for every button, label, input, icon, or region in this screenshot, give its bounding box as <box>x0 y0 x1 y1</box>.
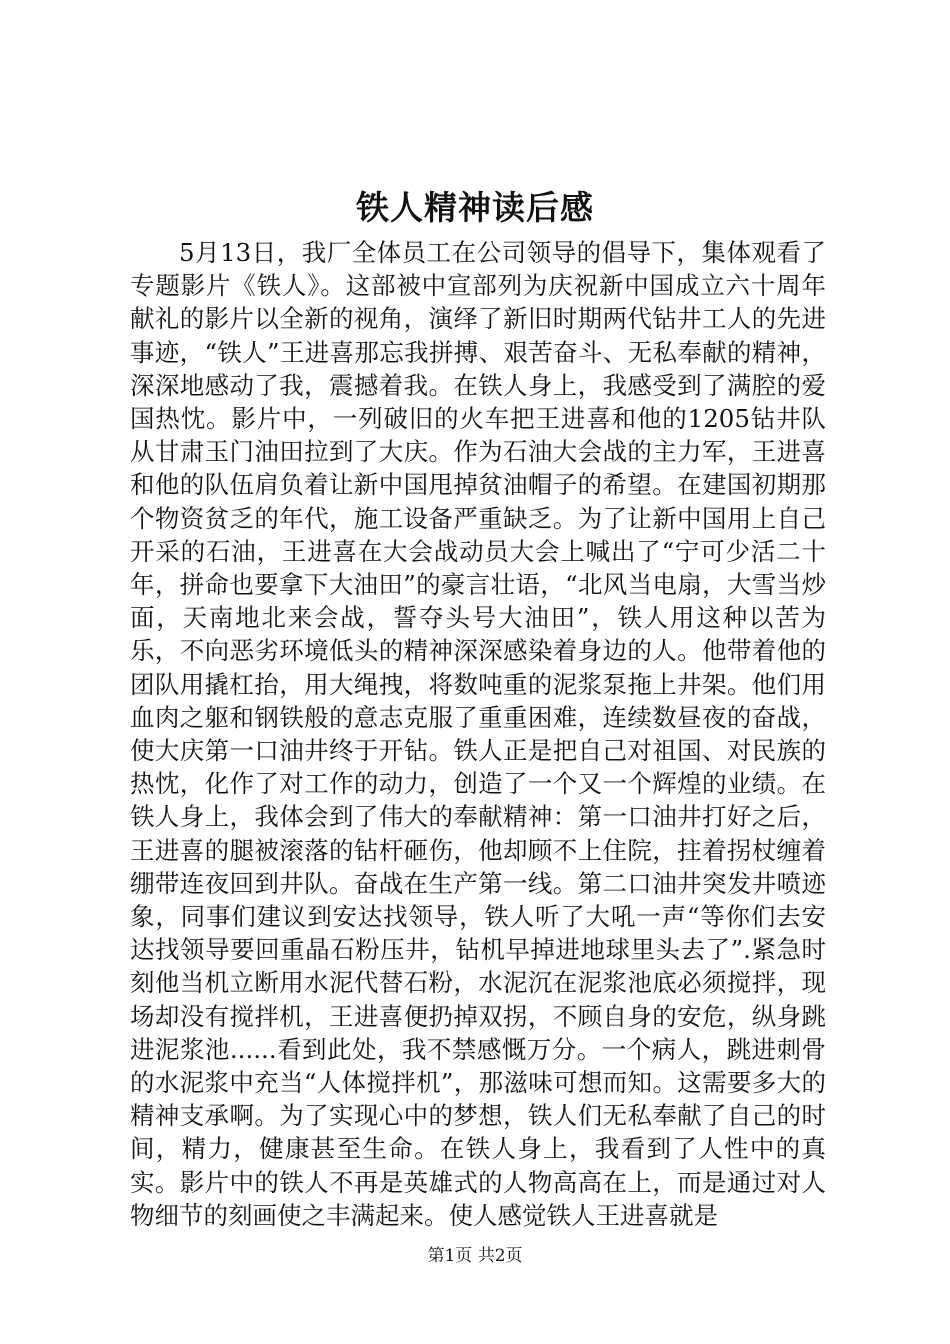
page-footer: 第1页 共2页 <box>427 1246 523 1266</box>
body-paragraph: 5月13日，我厂全体员工在公司领导的倡导下，集体观看了专题影片《铁人》。这部被中宣部列为庆祝新中国成立六十周年献礼的影片以全新的视角，演绎了新旧时期两代钻井工人的先进事迹，“铁人”王进喜那忘我拼搏、艰苦奋斗、无私奉献的精神，深深地感动了我，震撼着我。在铁人身上，我感受到了满腔的爱国热忱。影片中，一列破旧的火车把王进喜和他的1205钻井队从甘肃玉门油田拉到了大庆。作为石油大会战的主力军，王进喜和他的队伍肩负着让新中国甩掉贫油帽子的希望。在建国初期那个物资贫乏的年代，施工设备严重缺乏。为了让新中国用上自己开采的石油，王进喜在大会战动员大会上喊出了“宁可少活二十年，拼命也要拿下大油田”的豪言壮语，“北风当电扇，大雪当炒面，天南地北来会战，誓夺头号大油田”，铁人用这种以苦为乐，不向恶劣环境低头的精神深深感染着身边的人。他带着他的团队用撬杠抬，用大绳拽，将数吨重的泥浆泵拖上井架。他们用血肉之躯和钢铁般的意志克服了重重困难，连续数昼夜的奋战，使大庆第一口油井终于开钻。铁人正是把自己对祖国、对民族的热忱，化作了对工作的动力，创造了一个又一个辉煌的业绩。在铁人身上，我体会到了伟大的奉献精神：第一口油井打好之后，王进喜的腿被滚落的钻杆砸伤，他却顾不上住院，拄着拐杖缠着绷带连夜回到井队。奋战在生产第一线。第二口油井突发井喷迹象，同事们建议到安达找领导，铁人听了大吼一声“等你们去安达找领导要回重晶石粉压井，钻机早掉进地球里头去了”.紧急时刻他当机立断用水泥代替石粉，水泥沉在泥浆池底必须搅拌，现场却没有搅拌机，王进喜便扔掉双拐，不顾自身的安危，纵身跳进泥浆池......看到此处，我不禁感慨万分。一个病人，跳进刺骨的水泥浆中充当“人体搅拌机”，那滋味可想而知。这需要多大的精神支承啊。为了实现心中的梦想，铁人们无私奉献了自己的时间，精力，健康甚至生命。在铁人身上，我看到了人性中的真实。影片中的铁人不再是英雄式的人物高高在上，而是通过对人物细节的刻画使之丰满起来。使人感觉铁人王进喜就是 <box>130 238 826 1230</box>
document-title: 铁人精神读后感 <box>356 188 594 227</box>
